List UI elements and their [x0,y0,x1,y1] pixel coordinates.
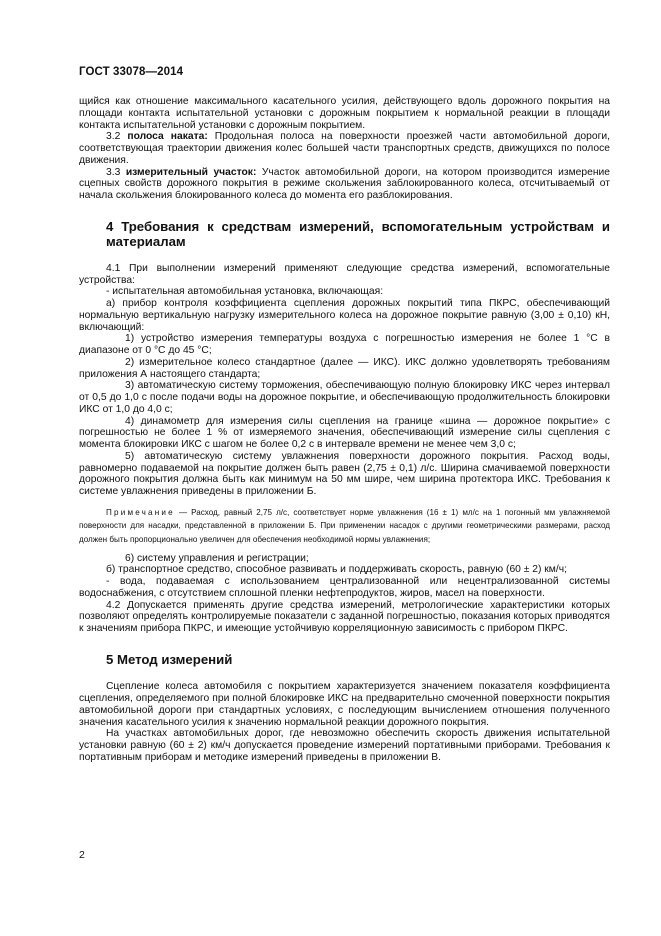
clause-4-1-installation: - испытательная автомобильная установка, включающая: [106,286,384,298]
clause-4-1-item-3: 3) автоматическую систему торможения, обеспечивающую полную блокировку ИКС через интервал от 0,5 до 1,0 с после подачи воды на дорожное покрытие, и обеспечивающую продолжительность блокировки ИКС от 1,0 до 4,0 с; [79,380,610,415]
term-3-2-number: 3.2 [106,131,121,143]
note-label: Примечание [106,507,175,517]
document-header: ГОСТ 33078—2014 [79,66,184,78]
term-3-2 [79,131,610,166]
term-3-3 [79,167,610,202]
clause-4-1-a: а) прибор контроля коэффициента сцепления дорожных покрытий типа ПКРС, обеспечивающий нормальную вертикальную нагрузку измерительного колеса на дорожное покрытие равную (3,00 ± 0,10) кН, включающий: [79,298,610,333]
term-definition-continuation: щийся как отношение максимального касательного усилия, действующего вдоль дорожного покрытия на площади контакта испытательной установки с дорожным покрытием к нормальной реакции в площади контакта испытательной установки с дорожным покрытием. [79,96,610,131]
section-5-paragraph-1: Сцепление колеса автомобиля с покрытием характеризуется значением показателя коэффициента сцепления, определяемого при полной блокировке ИКС на предварительно смоченной поверхности покрытия автомобильной дороги при стандартных условиях, с последующим вычислением отношения полученного значения касательного усилия к значению нормальной реакции дорожного покрытия. [79,681,610,728]
clause-4-1-item-4: 4) динамометр для измерения силы сцепления на границе «шина — дорожное покрытие» с погрешностью не более 1 % от измеряемого значения, обеспечивающий измерение силы сцепления с момента блокировки ИКС с шагом не более 0,2 с в интервале времени не менее чем 3,0 с; [79,415,610,450]
clause-4-1-item-2: 2) измерительное колесо стандартное (далее — ИКС). ИКС должно удовлетворять требованиям приложения А настоящего стандарта; [79,356,610,380]
section-5-paragraph-2: На участках автомобильных дорог, где невозможно обеспечить скорость движения испытательной установки равную (60 ± 2) км/ч допускается проведение измерений портативными приборами. Требования к портативным приборам и методике измерений приведены в приложении В. [79,728,610,763]
note [79,506,610,547]
clause-4-2: 4.2 Допускается применять другие средства измерений, метрологические характеристики которых позволяют определять контролируемые показатели с заданной погрешностью, показания которых приводятся к значениям прибора ПКРС, и имеющие устойчивую корреляционную зависимость с прибором ПКРС. [79,599,610,635]
clause-4-1-water: - вода, подаваемая с использованием централизованной или нецентрализованной системы водоснабжения, с отсутствием сплошной пленки нефтепродуктов, жиров, масел на поверхности. [79,576,610,599]
clause-4-1-item-1: 1) устройство измерения температуры воздуха с погрешностью измерения не более 1 °С в диапазоне от 0 °С до 45 °С; [79,333,610,356]
term-3-2-title: полоса наката: [127,131,208,143]
term-3-3-title: измерительный участок: [125,166,257,178]
section-5-heading: 5 Метод измерений [106,651,233,667]
document-body [79,96,610,764]
clause-4-1-item-6: 6) систему управления и регистрации; [125,552,309,564]
clause-4-1-item-5: 5) автоматическую систему увлажнения поверхности дорожного покрытия. Расход воды, равномерно подаваемой на покрытие должен быть равен (2,75 ± 0,1) л/с. Ширина смачиваемой поверхности дорожного покрытия должна быть как минимум на 50 мм шире, чем ширина протектора ИКС. Требования к системе увлажнения приведены в приложении Б. [79,450,610,497]
section-4-heading: 4 Требования к средствам измерений, вспомогательным устройствам и материалам [106,218,610,250]
note-text: — Расход, равный 2,75 л/с, соответствует норме увлажнения (16 ± 1) мл/с на 1 погонный мм увлажняемой поверхности для насадки, представленной в приложении Б. При применении насадок с другими геометрическими размерами, расход должен быть пропорционально увеличен для обеспечения необходимой нормы увлажнения; [79,507,611,544]
clause-4-1: 4.1 При выполнении измерений применяют следующие средства измерений, вспомогательные устройства: [79,262,610,286]
term-3-3-text: Участок автомобильной дороги, на котором производится измерение сцепных свойств дорожного покрытия в режиме скольжения заблокированного колеса, отсчитываемый от начала скольжения блокированного колеса до момента его разблокирования. [79,166,610,201]
clause-4-1-b: б) транспортное средство, способное развивать и поддерживать скорость, равную (60 ± 2) км/ч; [106,564,567,576]
term-3-3-number: 3.3 [106,166,121,178]
term-3-2-text: Продольная полоса на поверхности проезжей части автомобильной дороги, соответствующая траектории движения колес большей части транспортных средств, движущихся по полосе движения. [79,131,610,166]
page-number: 2 [79,849,85,861]
